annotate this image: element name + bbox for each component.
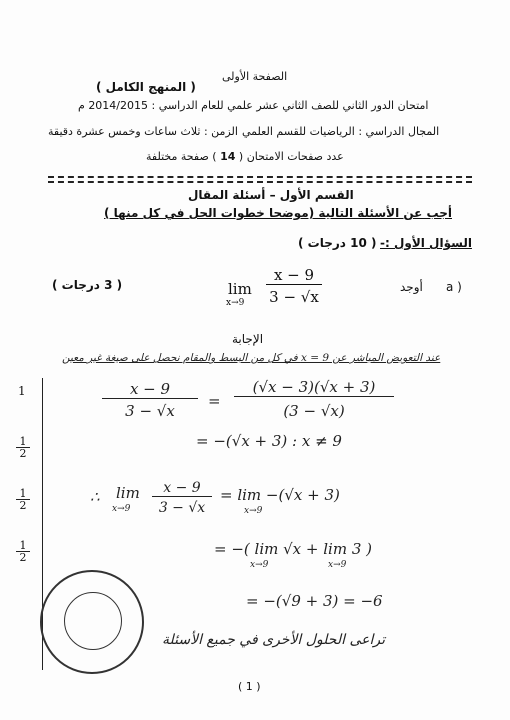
part-marks: ( 3 درجات ) [52, 278, 123, 292]
answer-note: عند التعويض المباشر عن x = 9 في كل من البسط والمقام نحصل على صيغة غير معين [62, 352, 441, 364]
divider-bottom [48, 181, 472, 183]
subject-line: المجال الدراسي : الرياضيات للقسم العلمي [242, 125, 440, 138]
part-letter: a ) [446, 280, 462, 294]
exam-title: امتحان الدور الثاني للصف الثاني عشر علمي للعام الدراسي : 2014/2015 م [78, 99, 429, 112]
pages-count: 14 [220, 150, 236, 163]
step2: = −(√x + 3) : x ≠ 9 [196, 432, 342, 450]
question-label: السؤال الأول :- [380, 236, 472, 250]
step4: = −( lim √x + lim 3 ) [214, 540, 372, 558]
limit-subscript: x→9 [226, 298, 245, 308]
step1-left-denominator: 3 − √x [125, 402, 175, 420]
stamp-emblem [64, 592, 122, 650]
question-numerator: x − 9 [266, 266, 322, 285]
step5: = −(√9 + 3) = −6 [246, 592, 383, 610]
limit-word: lim [228, 280, 252, 298]
step4-sub1: x→9 [250, 560, 269, 570]
mark-half-1: $\frac{1}{2}$ [16, 436, 30, 459]
question-denominator: 3 − √x [269, 288, 319, 306]
step3-numerator: x − 9 [152, 480, 212, 497]
divider-top [48, 176, 472, 178]
page-number: ( 1 ) [238, 680, 261, 693]
section-instruction: أجب عن الأسئلة التالية (موضحا خطوات الحل في كل منها ) [104, 206, 452, 220]
footer-note: تراعى الحلول الأخرى في جميع الأسئلة [162, 632, 385, 648]
pages-line [146, 150, 344, 163]
step3-denominator: 3 − √x [158, 500, 206, 516]
pages-suffix: ) صفحة مختلفة [146, 150, 217, 163]
mark-half-3: $\frac{1}{2}$ [16, 540, 30, 563]
time-line: الزمن : ثلاث ساعات وخمس عشرة دقيقة [48, 125, 238, 138]
mark-one: 1 [18, 384, 26, 398]
part-prompt: أوجد [400, 280, 423, 294]
pages-prefix: عدد صفحات الامتحان ( [238, 150, 344, 163]
answer-heading: الإجابة [232, 332, 264, 346]
step1-equals: = [208, 392, 221, 410]
section-title: القسم الأول – أسئلة المقال [188, 188, 354, 202]
step3-right-sub: x→9 [244, 506, 263, 516]
question-marks: ( 10 درجات ) [298, 236, 377, 250]
step3-lim-sub: x→9 [112, 504, 131, 514]
step4-sub2: x→9 [328, 560, 347, 570]
step3-therefore: ∴ [90, 488, 100, 506]
step1-right-denominator: (3 − √x) [283, 402, 345, 420]
step1-left-numerator: x − 9 [102, 380, 198, 399]
official-stamp [40, 570, 144, 674]
step3-lim: lim [116, 484, 140, 502]
page-label: الصفحة الأولى [222, 70, 288, 83]
step1-right-numerator: (√x − 3)(√x + 3) [234, 378, 394, 397]
curriculum-label: ( المنهج الكامل ) [96, 80, 196, 94]
step3-right: = lim −(√x + 3) [220, 486, 340, 504]
mark-half-2: $\frac{1}{2}$ [16, 488, 30, 511]
